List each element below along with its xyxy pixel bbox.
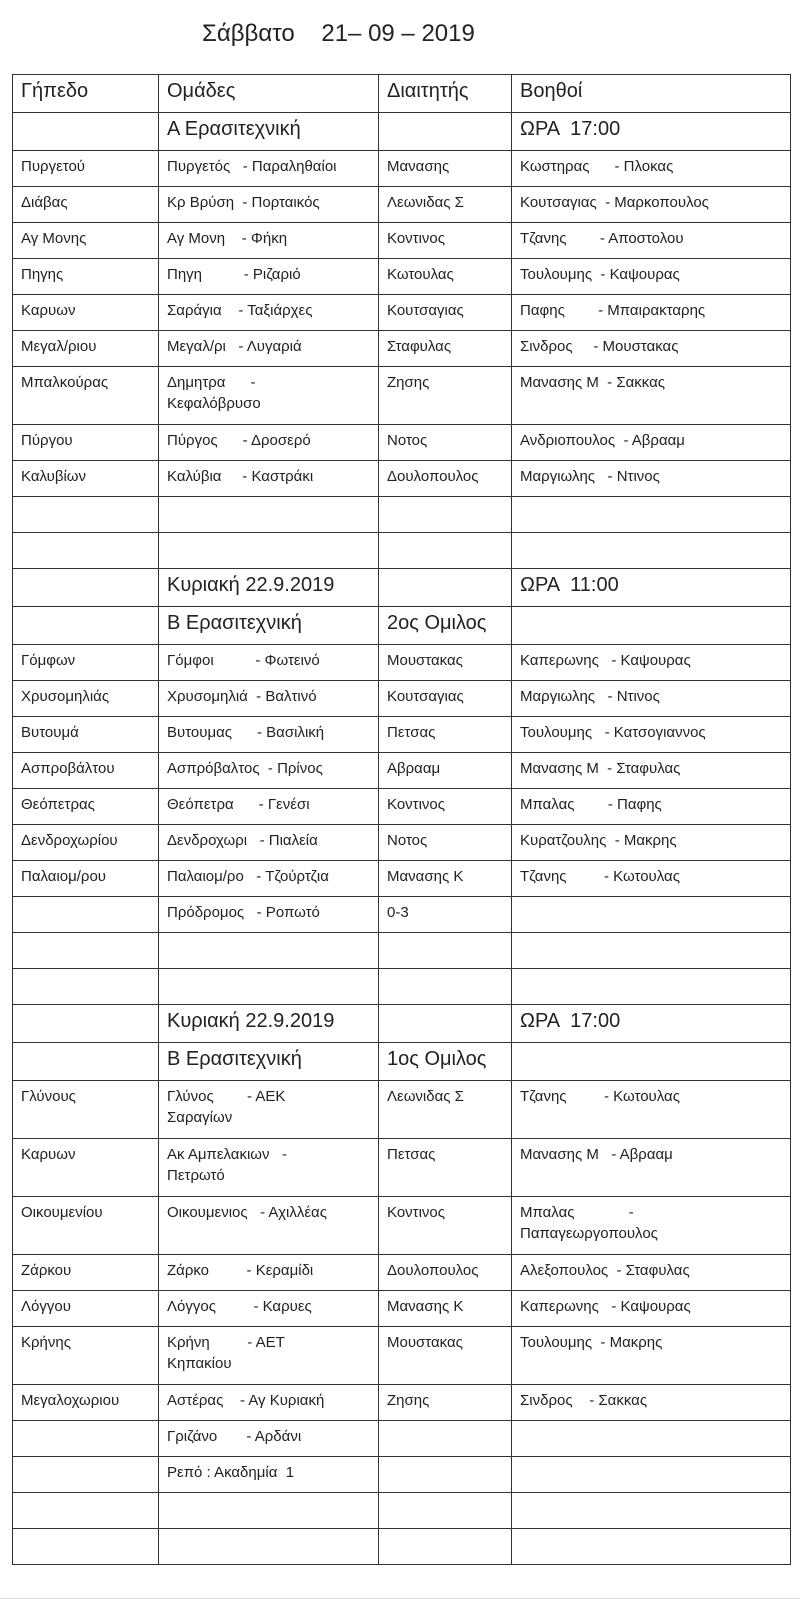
venue-cell bbox=[13, 1043, 159, 1081]
venue-cell: Καρυων bbox=[13, 295, 159, 331]
teams-cell: Ρεπό : Ακαδημία 1 bbox=[159, 1457, 379, 1493]
referee-cell bbox=[379, 569, 512, 607]
referee-cell: Μανασης Κ bbox=[379, 861, 512, 897]
assistants-cell: ΩΡΑ 11:00 bbox=[512, 569, 791, 607]
table-row bbox=[13, 1421, 791, 1457]
referee-cell: Ζησης bbox=[379, 1385, 512, 1421]
teams-cell: Ακ Αμπελακιων - Πετρωτό bbox=[159, 1139, 379, 1197]
assistants-cell: Μανασης Μ - Σταφυλας bbox=[512, 753, 791, 789]
assistants-cell bbox=[512, 607, 791, 645]
teams-cell: Βυτουμας - Βασιλική bbox=[159, 717, 379, 753]
table-row bbox=[13, 295, 791, 331]
assistants-cell: Βοηθοί bbox=[512, 75, 791, 113]
assistants-cell: Τζανης - Αποστολου bbox=[512, 223, 791, 259]
table-row bbox=[13, 331, 791, 367]
table-row bbox=[13, 187, 791, 223]
table-row bbox=[13, 1255, 791, 1291]
venue-cell: Ζάρκου bbox=[13, 1255, 159, 1291]
assistants-cell: Μπαλας - Παπαγεωργοπουλος bbox=[512, 1197, 791, 1255]
table-row bbox=[13, 461, 791, 497]
referee-cell bbox=[379, 497, 512, 533]
assistants-cell bbox=[512, 1421, 791, 1457]
teams-cell: Δημητρα - Κεφαλόβρυσο bbox=[159, 367, 379, 425]
venue-cell: Γόμφων bbox=[13, 645, 159, 681]
referee-cell bbox=[379, 533, 512, 569]
venue-cell bbox=[13, 1005, 159, 1043]
referee-cell bbox=[379, 969, 512, 1005]
referee-cell: Κοντινος bbox=[379, 789, 512, 825]
venue-cell: Πυργετού bbox=[13, 151, 159, 187]
teams-cell: Χρυσομηλιά - Βαλτινό bbox=[159, 681, 379, 717]
referee-cell bbox=[379, 1529, 512, 1565]
table-row bbox=[13, 367, 791, 425]
teams-cell: Παλαιομ/ρο - Τζούρτζια bbox=[159, 861, 379, 897]
teams-cell bbox=[159, 533, 379, 569]
table-row bbox=[13, 933, 791, 969]
table-row bbox=[13, 1005, 791, 1043]
teams-cell: Αστέρας - Αγ Κυριακή bbox=[159, 1385, 379, 1421]
teams-cell: Πύργος - Δροσερό bbox=[159, 425, 379, 461]
table-row bbox=[13, 497, 791, 533]
assistants-cell: Τουλουμης - Μακρης bbox=[512, 1327, 791, 1385]
table-row bbox=[13, 425, 791, 461]
venue-cell: Πύργου bbox=[13, 425, 159, 461]
referee-cell: Νοτος bbox=[379, 825, 512, 861]
table-row bbox=[13, 717, 791, 753]
table-row bbox=[13, 151, 791, 187]
teams-cell: Β Ερασιτεχνική bbox=[159, 607, 379, 645]
table-row bbox=[13, 681, 791, 717]
teams-cell: Ομάδες bbox=[159, 75, 379, 113]
teams-cell: Δενδροχωρι - Πιαλεία bbox=[159, 825, 379, 861]
venue-cell: Μπαλκούρας bbox=[13, 367, 159, 425]
teams-cell: Ζάρκο - Κεραμίδι bbox=[159, 1255, 379, 1291]
teams-cell: Γόμφοι - Φωτεινό bbox=[159, 645, 379, 681]
assistants-cell: Μαργιωλης - Ντινος bbox=[512, 681, 791, 717]
assistants-cell: Παφης - Μπαιρακταρης bbox=[512, 295, 791, 331]
teams-cell: Θεόπετρα - Γενέσι bbox=[159, 789, 379, 825]
venue-cell bbox=[13, 533, 159, 569]
table-row bbox=[13, 1043, 791, 1081]
referee-cell: Δουλοπουλος bbox=[379, 461, 512, 497]
assistants-cell: Μπαλας - Παφης bbox=[512, 789, 791, 825]
venue-cell bbox=[13, 1457, 159, 1493]
assistants-cell: Μαργιωλης - Ντινος bbox=[512, 461, 791, 497]
referee-cell: Κουτσαγιας bbox=[379, 681, 512, 717]
referee-cell bbox=[379, 933, 512, 969]
teams-cell bbox=[159, 969, 379, 1005]
teams-cell: Γλύνος - ΑΕΚ Σαραγίων bbox=[159, 1081, 379, 1139]
teams-cell: Καλύβια - Καστράκι bbox=[159, 461, 379, 497]
venue-cell bbox=[13, 497, 159, 533]
assistants-cell: Μανασης Μ - Σακκας bbox=[512, 367, 791, 425]
table-row bbox=[13, 825, 791, 861]
assistants-cell: Καπερωνης - Καψουρας bbox=[512, 1291, 791, 1327]
referee-cell: Μανασης Κ bbox=[379, 1291, 512, 1327]
match-schedule-table bbox=[12, 74, 791, 1565]
assistants-cell bbox=[512, 933, 791, 969]
table-row bbox=[13, 1493, 791, 1529]
referee-cell: Νοτος bbox=[379, 425, 512, 461]
table-row bbox=[13, 861, 791, 897]
assistants-cell bbox=[512, 897, 791, 933]
referee-cell: Ζησης bbox=[379, 367, 512, 425]
venue-cell: Δενδροχωρίου bbox=[13, 825, 159, 861]
venue-cell bbox=[13, 933, 159, 969]
table-row bbox=[13, 1139, 791, 1197]
assistants-cell: Ανδριοπουλος - Αβρααμ bbox=[512, 425, 791, 461]
table-row bbox=[13, 1291, 791, 1327]
referee-cell: Μανασης bbox=[379, 151, 512, 187]
venue-cell bbox=[13, 969, 159, 1005]
assistants-cell bbox=[512, 1529, 791, 1565]
table-row bbox=[13, 969, 791, 1005]
table-row bbox=[13, 1197, 791, 1255]
referee-cell bbox=[379, 1457, 512, 1493]
teams-cell: Λόγγος - Καρυες bbox=[159, 1291, 379, 1327]
schedule-body bbox=[13, 75, 791, 1565]
venue-cell: Βυτουμά bbox=[13, 717, 159, 753]
teams-cell: Μεγαλ/ρι - Λυγαριά bbox=[159, 331, 379, 367]
venue-cell: Γλύνους bbox=[13, 1081, 159, 1139]
venue-cell: Διάβας bbox=[13, 187, 159, 223]
table-row bbox=[13, 113, 791, 151]
assistants-cell: Κωστηρας - Πλοκας bbox=[512, 151, 791, 187]
teams-cell bbox=[159, 1529, 379, 1565]
assistants-cell bbox=[512, 497, 791, 533]
teams-cell: Κρ Βρύση - Πορταικός bbox=[159, 187, 379, 223]
venue-cell bbox=[13, 569, 159, 607]
venue-cell: Καρυων bbox=[13, 1139, 159, 1197]
table-row bbox=[13, 259, 791, 295]
venue-cell: Πηγης bbox=[13, 259, 159, 295]
venue-cell bbox=[13, 1529, 159, 1565]
table-row bbox=[13, 223, 791, 259]
referee-cell: Μουστακας bbox=[379, 1327, 512, 1385]
page-bottom-divider bbox=[0, 1598, 800, 1599]
table-row bbox=[13, 897, 791, 933]
teams-cell: Πυργετός - Παραληθαίοι bbox=[159, 151, 379, 187]
teams-cell: Α Ερασιτεχνική bbox=[159, 113, 379, 151]
venue-cell bbox=[13, 113, 159, 151]
venue-cell: Κρήνης bbox=[13, 1327, 159, 1385]
assistants-cell bbox=[512, 533, 791, 569]
referee-cell: Κωτουλας bbox=[379, 259, 512, 295]
teams-cell: Ασπρόβαλτος - Πρίνος bbox=[159, 753, 379, 789]
referee-cell bbox=[379, 1005, 512, 1043]
referee-cell: Δουλοπουλος bbox=[379, 1255, 512, 1291]
table-row bbox=[13, 753, 791, 789]
teams-cell: Οικουμενιος - Αχιλλέας bbox=[159, 1197, 379, 1255]
teams-cell: Κρήνη - ΑΕΤ Κηπακίου bbox=[159, 1327, 379, 1385]
teams-cell bbox=[159, 1493, 379, 1529]
table-row bbox=[13, 645, 791, 681]
venue-cell: Χρυσομηλιάς bbox=[13, 681, 159, 717]
referee-cell: Κουτσαγιας bbox=[379, 295, 512, 331]
referee-cell bbox=[379, 1493, 512, 1529]
teams-cell: Κυριακή 22.9.2019 bbox=[159, 569, 379, 607]
table-row bbox=[13, 607, 791, 645]
assistants-cell: Κουτσαγιας - Μαρκοπουλος bbox=[512, 187, 791, 223]
assistants-cell bbox=[512, 1457, 791, 1493]
teams-cell: Γριζάνο - Αρδάνι bbox=[159, 1421, 379, 1457]
page-title: Σάββατο 21– 09 – 2019 bbox=[202, 20, 475, 47]
assistants-cell bbox=[512, 1493, 791, 1529]
table-row bbox=[13, 1457, 791, 1493]
venue-cell bbox=[13, 1421, 159, 1457]
referee-cell: 0-3 bbox=[379, 897, 512, 933]
referee-cell: Μουστακας bbox=[379, 645, 512, 681]
venue-cell bbox=[13, 607, 159, 645]
referee-cell: Πετσας bbox=[379, 1139, 512, 1197]
venue-cell: Θεόπετρας bbox=[13, 789, 159, 825]
venue-cell: Ασπροβάλτου bbox=[13, 753, 159, 789]
teams-cell bbox=[159, 933, 379, 969]
assistants-cell: Καπερωνης - Καψουρας bbox=[512, 645, 791, 681]
assistants-cell: Σινδρος - Μουστακας bbox=[512, 331, 791, 367]
table-row bbox=[13, 789, 791, 825]
referee-cell bbox=[379, 113, 512, 151]
referee-cell: 1ος Ομιλος bbox=[379, 1043, 512, 1081]
teams-cell: Σαράγια - Ταξιάρχες bbox=[159, 295, 379, 331]
referee-cell: Λεωνιδας Σ bbox=[379, 1081, 512, 1139]
assistants-cell bbox=[512, 969, 791, 1005]
venue-cell bbox=[13, 897, 159, 933]
assistants-cell: Μανασης Μ - Αβρααμ bbox=[512, 1139, 791, 1197]
referee-cell bbox=[379, 1421, 512, 1457]
referee-cell: Σταφυλας bbox=[379, 331, 512, 367]
table-row bbox=[13, 1529, 791, 1565]
teams-cell: Β Ερασιτεχνική bbox=[159, 1043, 379, 1081]
assistants-cell: Αλεξοπουλος - Σταφυλας bbox=[512, 1255, 791, 1291]
referee-cell: Κοντινος bbox=[379, 1197, 512, 1255]
venue-cell: Παλαιομ/ρου bbox=[13, 861, 159, 897]
referee-cell: 2ος Ομιλος bbox=[379, 607, 512, 645]
teams-cell: Αγ Μονη - Φήκη bbox=[159, 223, 379, 259]
assistants-cell: Τζανης - Κωτουλας bbox=[512, 1081, 791, 1139]
assistants-cell: ΩΡΑ 17:00 bbox=[512, 113, 791, 151]
table-row bbox=[13, 1327, 791, 1385]
referee-cell: Διαιτητής bbox=[379, 75, 512, 113]
table-row bbox=[13, 569, 791, 607]
venue-cell: Γήπεδο bbox=[13, 75, 159, 113]
teams-cell: Πρόδρομος - Ροπωτό bbox=[159, 897, 379, 933]
venue-cell: Καλυβίων bbox=[13, 461, 159, 497]
referee-cell: Κοντινος bbox=[379, 223, 512, 259]
table-row bbox=[13, 1081, 791, 1139]
table-row bbox=[13, 75, 791, 113]
venue-cell: Λόγγου bbox=[13, 1291, 159, 1327]
referee-cell: Αβρααμ bbox=[379, 753, 512, 789]
assistants-cell bbox=[512, 1043, 791, 1081]
teams-cell: Κυριακή 22.9.2019 bbox=[159, 1005, 379, 1043]
teams-cell: Πηγη - Ριζαριό bbox=[159, 259, 379, 295]
referee-cell: Λεωνιδας Σ bbox=[379, 187, 512, 223]
referee-cell: Πετσας bbox=[379, 717, 512, 753]
table-row bbox=[13, 1385, 791, 1421]
venue-cell: Οικουμενίου bbox=[13, 1197, 159, 1255]
assistants-cell: ΩΡΑ 17:00 bbox=[512, 1005, 791, 1043]
assistants-cell: Κυρατζουλης - Μακρης bbox=[512, 825, 791, 861]
assistants-cell: Σινδρος - Σακκας bbox=[512, 1385, 791, 1421]
venue-cell: Αγ Μονης bbox=[13, 223, 159, 259]
table-row bbox=[13, 533, 791, 569]
assistants-cell: Τουλουμης - Καψουρας bbox=[512, 259, 791, 295]
assistants-cell: Τουλουμης - Κατσογιαννος bbox=[512, 717, 791, 753]
venue-cell: Μεγαλ/ριου bbox=[13, 331, 159, 367]
venue-cell bbox=[13, 1493, 159, 1529]
teams-cell bbox=[159, 497, 379, 533]
venue-cell: Μεγαλοχωριου bbox=[13, 1385, 159, 1421]
assistants-cell: Τζανης - Κωτουλας bbox=[512, 861, 791, 897]
